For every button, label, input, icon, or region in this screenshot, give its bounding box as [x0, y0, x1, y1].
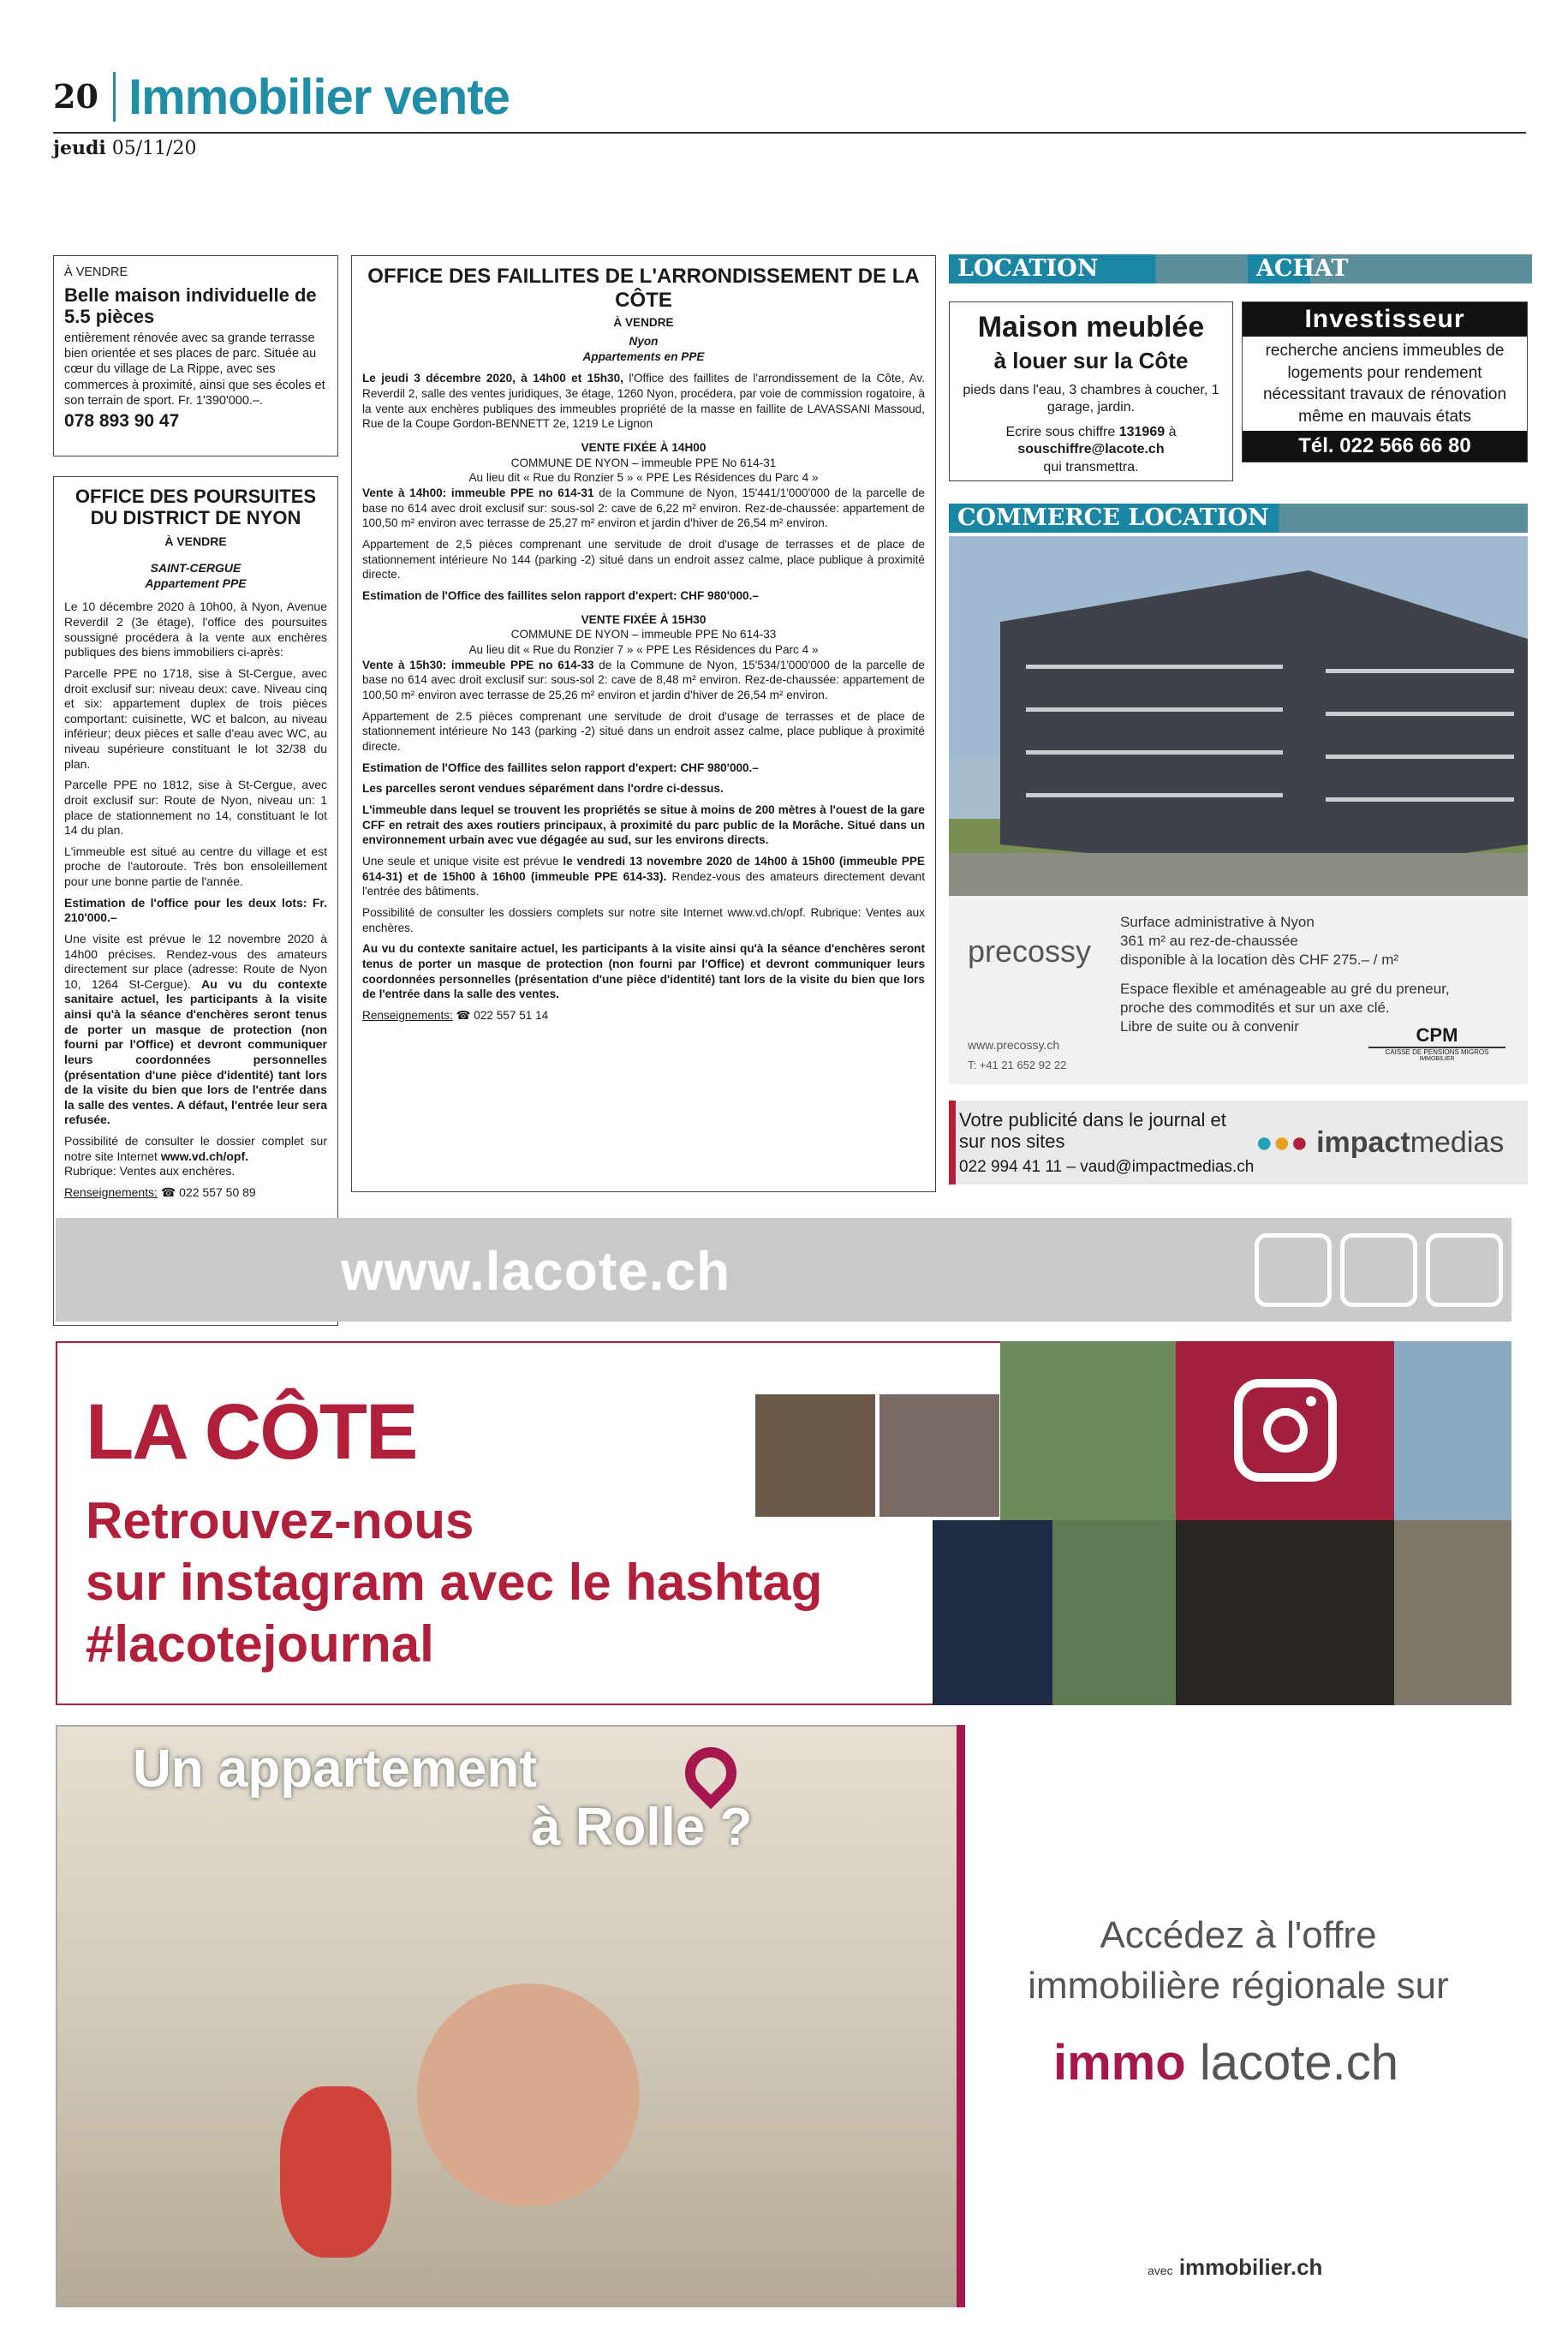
precossy-logo: precossy [968, 934, 1092, 969]
photo-4 [1394, 1341, 1511, 1520]
achat-body: recherche anciens immeubles de logements pour rendement nécessitant travaux de rénovation même en mauvais états [1262, 342, 1507, 426]
achat-phone: Tél. 022 566 66 80 [1243, 431, 1527, 462]
immo-partner [1148, 2254, 1322, 2281]
notice-visit-text: Une visite est prévue le 12 novembre 2020 à 14h00 précises. Rendez-vous des amateurs directement sur place (adresse: Route de Nyon 10, 1264 St-Cergue). [64, 931, 327, 991]
precossy-ad [949, 896, 1528, 1084]
page-number: 20 [53, 77, 98, 116]
location-body: pieds dans l'eau, 3 chambres à coucher, 1 garage, jardin. [963, 382, 1219, 415]
contact-label: Renseignements: [362, 1009, 453, 1023]
s1-head: VENTE FIXÉE À 14H00 [581, 440, 706, 454]
issue-date-value: 05/11/20 [111, 138, 197, 159]
location-write [957, 424, 1225, 441]
photo-1 [755, 1394, 875, 1517]
tablet-icon [1255, 1233, 1332, 1307]
immo-text [965, 1910, 1511, 2012]
insta-hashtag[interactable]: #lacotejournal [86, 1615, 434, 1673]
faillites-covid: Au vu du contexte sanitaire actuel, les participants à la visite ainsi qu'à la séance d'enchères seront tenus de porter un masque de protection (non fourni par l'Office) et devront communiquer leurs coordonnées personnelles (présentation d'une pièce d'identité) tant lors de la visite du bien que lors de l'entrée dans la salle des ventes. [362, 942, 925, 1001]
photo-7 [1176, 1520, 1394, 1705]
precossy-web[interactable]: www.precossy.ch [968, 1038, 1060, 1052]
s1-p2: Appartement de 2,5 pièces comprenant une servitude de droit d'usage de terrasses et de place de stationnement intérieure No 144 (parking -2) situé dans un endroit assez calme, place publique à proximité directe. [362, 537, 925, 582]
precossy-l4: Espace flexible et aménageable au gré du preneur, [1120, 981, 1450, 998]
faillites-place: Nyon [629, 334, 659, 348]
location-code: 131969 [1118, 424, 1166, 439]
achat-title: Investisseur [1243, 302, 1527, 337]
faillites-sep: Les parcelles seront vendues séparément dans l'ordre ci-dessus. [362, 782, 724, 796]
precossy-tel: T: +41 21 652 92 22 [968, 1059, 1067, 1071]
notice-p2: Parcelle PPE no 1718, sise à St-Cergue, avec droit exclusif sur: niveau deux: cave. Niveau cinq et six: appartement duplex de trois pièces comportant: cuisinette, WC et balcon, au niveau inférieur; deux pièces et salle d'eau avec WC, au niveau supérieure constituant le lot 32/38 du plan. [64, 665, 327, 771]
photo-2 [879, 1394, 999, 1517]
s2-bold: Vente à 15h30: immeuble PPE no 614-33 [362, 658, 594, 671]
impact-l2: sur nos sites [959, 1131, 1065, 1153]
achat-bar: ACHAT [1248, 254, 1532, 283]
contact-phone: ☎ 022 557 51 14 [456, 1009, 549, 1023]
instagram-icon [1234, 1379, 1337, 1482]
location-a: à [1168, 424, 1177, 439]
s2-commune: COMMUNE DE NYON – immeuble PPE No 614-33 [510, 628, 777, 641]
photo-child [280, 2086, 391, 2258]
ad-achat [1242, 301, 1528, 462]
notice-consult-rubric: Rubrique: Ventes aux enchères. [64, 1164, 235, 1178]
notice-place: SAINT-CERGUE [150, 561, 241, 576]
impact-ad [949, 1101, 1528, 1184]
commerce-bar: COMMERCE LOCATION [949, 504, 1528, 533]
ad-maison [53, 255, 338, 456]
s1-est: Estimation de l'Office des faillites selon rapport d'expert: CHF 980'000.– [362, 588, 759, 602]
faillites-location: L'immeuble dans lequel se trouvent les propriétés se situe à moins de 200 mètres à l'ouest de la gare CFF en retrait des axes routiers principaux, à proximité du parc public de la Morâche. Situé dans un environnement urbain avec vue dégagée au sud, sur les environs directs. [362, 803, 925, 847]
s2-est: Estimation de l'Office des faillites selon rapport d'expert: CHF 980'000.– [362, 761, 759, 774]
notice-estimation: Estimation de l'office pour les deux lots: Fr. 210'000.– [64, 895, 327, 925]
photo-6 [1052, 1520, 1176, 1705]
immo-partner-name: immobilier.ch [1178, 2254, 1323, 2280]
impact-text [959, 1109, 1254, 1176]
ad-phone: 078 893 90 47 [64, 410, 180, 431]
notice-poursuites [53, 476, 338, 1326]
precossy-l2: 361 m² au rez-de-chaussée [1120, 933, 1298, 950]
photo-8 [1394, 1520, 1511, 1705]
s1-text: de la Commune de Nyon, 15'441/1'000'000 de la parcelle de base no 614 avec droit exclusif sur: sous-sol 2: cave de 6,22 m² environ. Rez-de-chaussée: appartement de 100,50 m² environ avec terrasse de 25,27 m² environ et jardin d'hiver de 26,54 m² environ. [362, 486, 925, 530]
cpm-name: CPM [1368, 1024, 1505, 1048]
faillites-sub: À VENDRE [613, 316, 674, 330]
instagram-tile [1176, 1341, 1394, 1520]
photo-3 [1000, 1341, 1176, 1520]
notice-sub: À VENDRE [164, 534, 227, 548]
notice-consult-text: Possibilité de consulter le dossier complet sur notre site Internet [64, 1134, 327, 1163]
immo-avec: avec [1148, 2264, 1173, 2277]
immo-logo[interactable] [1053, 2034, 1398, 2091]
immo-logo-b: lacote.ch [1199, 2035, 1398, 2091]
s2-text: de la Commune de Nyon, 15'534/1'000'000 de la parcelle de base no 614 avec droit exclusif sur: sous-sol 2: cave de 8,48 m² environ. Rez-de-chaussée: appartement de 100,50 m² environ avec terrasse de 25,26 m² environ et jardin d'hiver de 26,54 m² environ. [362, 658, 925, 701]
immo-headline-1: Un appartement [133, 1739, 537, 1799]
location-trans: qui transmettra. [1043, 459, 1139, 474]
visit-b: le vendredi 13 novembre 2020 de 14h00 à 15h00 (immeuble PPE 614-31) et de 15h00 à 16h00 (immeuble PPE 614-33). [362, 855, 925, 883]
cpm-sub: CAISSE DE PENSIONS MIGROS [1385, 1048, 1489, 1056]
ad-kicker: À VENDRE [64, 266, 128, 279]
immo-logo-a: immo [1053, 2035, 1186, 2091]
notice-title: OFFICE DES POURSUITES DU DISTRICT DE NYON [75, 486, 317, 529]
faillites-intro: l'Office des faillites de l'arrondissement de la Côte, Av. Reverdil 2, salle des ventes juridiques, 3e étage, 1260 Nyon, procédera, par voie de commission rogatoire, à la vente aux enchères publiques des immeubles propriété de la masse en faillite de LAVASSANI Massoud, Rue de la Coupe Gordon-BENNETT 2e, 1219 Le Lignon [362, 372, 925, 431]
contact-label: Renseignements: [64, 1184, 158, 1199]
notice-visit [64, 932, 327, 1128]
precossy-l1: Surface administrative à Nyon [1120, 914, 1315, 930]
notice-consult-link[interactable]: www.vd.ch/opf. [160, 1149, 248, 1163]
faillites-type: Appartements en PPE [582, 349, 705, 363]
notice-p1: Le 10 décembre 2020 à 10h00, à Nyon, Avenue Reverdil 2 (3e étage), l'office des poursuites soussigné procédera à la vente aux enchères publiques des biens immobiliers ci-après: [64, 600, 327, 659]
page-header [53, 69, 1526, 134]
building-illustration [949, 536, 1528, 896]
location-subtitle: à louer sur la Côte [993, 347, 1189, 373]
photo-5 [933, 1520, 1052, 1705]
location-email[interactable]: souschiffre@lacote.ch [1017, 442, 1165, 457]
location-bar: LOCATION [949, 254, 1253, 283]
impact-logo: ●●● impactmedias [1255, 1126, 1505, 1159]
insta-l2: sur instagram avec le hashtag [86, 1554, 823, 1611]
notice-p3: Parcelle PPE no 1812, sise à St-Cergue, avec droit exclusif sur: Route de Nyon, niveau un: 1 place de stationnement no 14, constituant le lot 14 du plan. [64, 778, 327, 838]
ad-location [949, 301, 1233, 481]
precossy-l3: disponible à la location dès CHF 275.– / m² [1120, 952, 1399, 969]
faillites-consult: Possibilité de consulter les dossiers complets sur notre site Internet www.vd.ch/opf. Rubrique: Ventes aux enchères. [362, 906, 925, 934]
immo-photo [57, 1727, 957, 2306]
s2-head: VENTE FIXÉE À 15H30 [581, 612, 706, 626]
header-divider [113, 72, 116, 122]
impact-contact: 022 994 41 11 – vaud@impactmedias.ch [959, 1157, 1255, 1176]
impact-l1: Votre publicité dans le journal et [959, 1109, 1226, 1131]
notice-consult [64, 1134, 327, 1179]
notice-faillites [351, 255, 936, 1192]
visit-c: Rendez-vous des amateurs directement devant l'entrée des bâtiments. [362, 869, 926, 898]
immo-r1: Accédez à l'offre [1100, 1914, 1377, 1956]
issue-day: jeudi [53, 137, 106, 159]
s2-p2: Appartement de 2.5 pièces comprenant une servitude de droit d'usage de terrasses et de place de stationnement intérieure No 143 (parking -2) situé dans un endroit assez calme, place publique à proximité directe. [362, 709, 925, 753]
cpm-logo [1368, 1024, 1505, 1062]
precossy-l6: Libre de suite ou à convenir [1120, 1018, 1299, 1035]
notice-type: Appartement PPE [145, 576, 247, 590]
impact-brand-a: impact [1316, 1126, 1410, 1159]
cpm-sub2: IMMOBILIER [1419, 1056, 1455, 1062]
s1-commune: COMMUNE DE NYON – immeuble PPE No 614-31 [510, 456, 777, 469]
section-title: Immobilier vente [128, 69, 510, 125]
visit-a: Une seule et unique visite est prévue [362, 855, 559, 868]
ad-body: entièrement rénovée avec sa grande terrasse bien orientée et ses places de parc. Située au cœur du village de La Rippe, avec ses commerces à proximité, ainsi que ses écoles et son terrain de sport. Fr. 1'390'000.–. [64, 331, 325, 408]
s2-lieu: Au lieu dit « Rue du Ronzier 7 » « PPE Les Résidences du Parc 4 » [468, 642, 819, 656]
s1-lieu: Au lieu dit « Rue du Ronzier 5 » « PPE Les Résidences du Parc 4 » [468, 471, 819, 485]
lacote-url[interactable]: www.lacote.ch [341, 1240, 731, 1302]
faillites-title: OFFICE DES FAILLITES DE L'ARRONDISSEMENT DE LA CÔTE [367, 265, 920, 312]
location-write-text: Ecrire sous chiffre [1005, 424, 1116, 439]
notice-covid: Au vu du contexte sanitaire actuel, les participants à la visite ainsi qu'à la séance d'enchères seront tenus de porter un masque de protection (non fourni par l'Office) et devront communiquer leurs coordonnées personnelles (présentation d'une pièce d'identité) tant lors de la visite du bien que lors de l'entrée dans la salle des ventes. A défaut, l'entrée leur sera refusée. [64, 976, 327, 1127]
building-photo [949, 536, 1528, 896]
lacote-logo: LA CÔTE [86, 1388, 417, 1476]
ad-title: Belle maison individuelle de 5.5 pièces [64, 283, 317, 327]
s1-bold: Vente à 14h00: immeuble PPE no 614-31 [362, 486, 594, 499]
faillites-intro-date: Le jeudi 3 décembre 2020, à 14h00 et 15h30, [362, 372, 623, 385]
precossy-l5: proche des commodités et sur un axe clé. [1120, 999, 1390, 1017]
insta-l1: Retrouvez-nous [86, 1492, 474, 1549]
contact-phone: ☎ 022 557 50 89 [160, 1184, 256, 1199]
immo-right-panel [957, 1725, 1511, 2307]
photo-woman [417, 1984, 640, 2206]
notice-contact [64, 1185, 327, 1201]
notice-p4: L'immeuble est situé au centre du village et est proche de l'autoroute. Très bon ensoleillement pour une bonne partie de l'année. [64, 844, 327, 889]
issue-date [53, 137, 197, 159]
laptop-icon [1426, 1233, 1503, 1307]
impact-brand-b: medias [1410, 1126, 1505, 1159]
newspaper-icon [1340, 1233, 1417, 1307]
precossy-text [1120, 913, 1450, 1037]
location-title: Maison meublée [977, 311, 1205, 343]
faillites-contact [362, 1008, 925, 1023]
immo-r2: immobilière régionale sur [1028, 1965, 1449, 2008]
immo-headline-2: à Rolle ? [531, 1798, 753, 1857]
